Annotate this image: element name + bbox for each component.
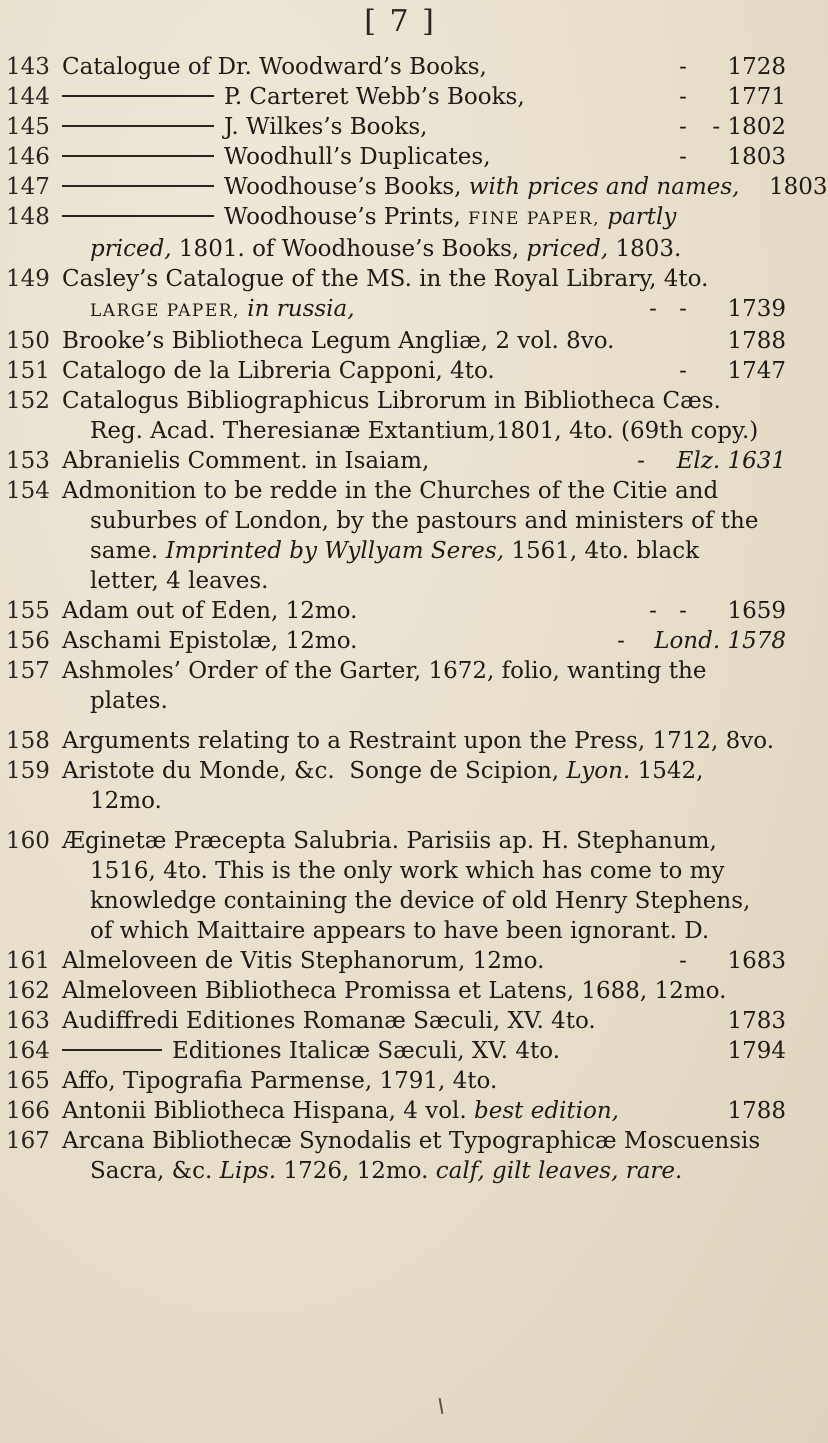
entry-152 xyxy=(0,386,800,446)
entry-146 xyxy=(0,142,800,172)
ditto-rule xyxy=(62,155,214,157)
entry-dash: - xyxy=(679,114,687,140)
entry-157 xyxy=(0,656,800,716)
entry-number: 148 xyxy=(6,204,50,230)
entry-154 xyxy=(0,476,800,596)
entry-continuation: of which Maittaire appears to have been ignorant. D. xyxy=(90,918,710,944)
entry-161 xyxy=(0,946,800,976)
entry-place: Lips. xyxy=(219,1158,277,1184)
entry-dash: - xyxy=(679,598,687,624)
entry-163 xyxy=(0,1006,800,1036)
entry-title: Catalogue of Dr. Woodward’s Books, xyxy=(62,54,487,80)
entry-continuation: letter, 4 leaves. xyxy=(90,568,269,594)
entry-title: Æginetæ Præcepta Salubria. Parisiis ap. H. Stephanum, xyxy=(62,828,717,854)
entry-165 xyxy=(0,1066,800,1096)
entry-year: 1739 xyxy=(727,296,786,322)
entry-continuation: Reg. Acad. Theresianæ Extantium,1801, 4to. (69th copy.) xyxy=(90,418,759,444)
entry-dash: - xyxy=(679,54,687,80)
ditto-rule xyxy=(62,125,214,127)
entry-dash: - xyxy=(637,448,645,474)
entry-title: P. Carteret Webb’s Books, xyxy=(224,84,525,110)
catalogue-entries xyxy=(0,52,828,1186)
entry-number: 159 xyxy=(6,758,50,784)
entry-detail: 1801. of Woodhouse’s Books, xyxy=(178,236,520,262)
entry-number: 155 xyxy=(6,598,50,624)
entry-number: 156 xyxy=(6,628,50,654)
entry-number: 146 xyxy=(6,144,50,170)
entry-note: with prices and names, xyxy=(468,174,740,200)
entry-148 xyxy=(0,202,800,264)
entry-number: 152 xyxy=(6,388,50,414)
entry-dash: - xyxy=(679,296,687,322)
entry-year: 1803 xyxy=(727,144,786,170)
entry-164 xyxy=(0,1036,800,1066)
entry-note: best edition, xyxy=(474,1098,619,1124)
entry-note: in russia, xyxy=(247,296,355,322)
entry-continuation: 12mo. xyxy=(90,788,162,814)
entry-paper: FINE PAPER, xyxy=(468,209,601,229)
entry-title: J. Wilkes’s Books, xyxy=(224,114,428,140)
entry-detail: 1561, 4to. black xyxy=(511,538,700,564)
entry-dash: - xyxy=(679,84,687,110)
entry-dash: - xyxy=(617,628,625,654)
entry-year: 1542, xyxy=(637,758,704,784)
entry-year: 1803 xyxy=(768,174,828,200)
entry-note: priced, xyxy=(90,236,172,262)
entry-year: - 1802 xyxy=(712,114,786,140)
entry-title: Woodhouse’s Books, xyxy=(224,174,462,200)
entry-number: 160 xyxy=(6,828,50,854)
entry-year: 1788 xyxy=(727,1098,786,1124)
entry-note: priced, xyxy=(526,236,609,262)
entry-title: Woodhouse’s Prints, xyxy=(224,204,461,230)
entry-number: 167 xyxy=(6,1128,50,1154)
entry-year: 1794 xyxy=(727,1038,786,1064)
entry-dash: - xyxy=(679,358,687,384)
entry-145 xyxy=(0,112,800,142)
entry-number: 147 xyxy=(6,174,50,200)
entry-year: 1747 xyxy=(727,358,786,384)
entry-continuation: knowledge containing the device of old Henry Stephens, xyxy=(90,888,751,914)
ditto-rule xyxy=(62,1049,162,1051)
entry-note: partly xyxy=(607,204,677,230)
entry-year: 1683 xyxy=(727,948,786,974)
entry-title-b: Songe de Scipion, xyxy=(349,758,560,784)
entry-dash: - xyxy=(679,948,687,974)
entry-continuation: suburbes of London, by the pastours and ministers of the xyxy=(90,508,759,534)
entry-title: Admonition to be redde in the Churches of the Citie and xyxy=(62,478,719,504)
entry-dash: - xyxy=(679,144,687,170)
entry-144 xyxy=(0,82,800,112)
entry-title: Brooke’s Bibliotheca Legum Angliæ, 2 vol. 8vo. xyxy=(62,328,615,354)
entry-title: Woodhull’s Duplicates, xyxy=(224,144,491,170)
entry-year: Elz. 1631 xyxy=(676,448,786,474)
spacer xyxy=(0,716,800,726)
entry-149 xyxy=(0,264,800,326)
entry-number: 158 xyxy=(6,728,50,754)
entry-158 xyxy=(0,726,800,756)
entry-title: Adam out of Eden, 12mo. xyxy=(62,598,358,624)
entry-title: Ashmoles’ Order of the Garter, 1672, folio, wanting the xyxy=(62,658,707,684)
entry-number: 162 xyxy=(6,978,50,1004)
entry-162 xyxy=(0,976,800,1006)
entry-number: 166 xyxy=(6,1098,50,1124)
entry-continuation: 1516, 4to. This is the only work which has come to my xyxy=(90,858,725,884)
entry-166 xyxy=(0,1096,800,1126)
entry-number: 143 xyxy=(6,54,50,80)
ink-mark xyxy=(439,1398,444,1414)
entry-year: 1783 xyxy=(727,1008,786,1034)
entry-147 xyxy=(0,172,828,202)
spacer xyxy=(0,816,800,826)
entry-title: Casley’s Catalogue of the MS. in the Royal Library, 4to. xyxy=(62,266,709,292)
entry-title: Almeloveen de Vitis Stephanorum, 12mo. xyxy=(62,948,545,974)
entry-155 xyxy=(0,596,800,626)
entry-143 xyxy=(0,52,800,82)
entry-place: Lyon. xyxy=(566,758,631,784)
entry-continuation: plates. xyxy=(90,688,168,714)
entry-number: 165 xyxy=(6,1068,50,1094)
entry-title: Arcana Bibliothecæ Synodalis et Typographicæ Moscuensis xyxy=(62,1128,761,1154)
entry-number: 153 xyxy=(6,448,50,474)
entry-167 xyxy=(0,1126,800,1186)
entry-title: Editiones Italicæ Sæculi, XV. 4to. xyxy=(172,1038,561,1064)
entry-number: 149 xyxy=(6,266,50,292)
entry-year: 1788 xyxy=(727,328,786,354)
entry-number: 145 xyxy=(6,114,50,140)
entry-160 xyxy=(0,826,800,946)
entry-dash: - xyxy=(649,598,657,624)
entry-year: 1659 xyxy=(727,598,786,624)
entry-number: 164 xyxy=(6,1038,50,1064)
entry-number: 163 xyxy=(6,1008,50,1034)
entry-detail: same. xyxy=(90,538,159,564)
ditto-rule xyxy=(62,95,214,97)
entry-year: Lond. 1578 xyxy=(654,628,786,654)
entry-note: calf, gilt leaves, rare. xyxy=(435,1158,683,1184)
entry-title: Catalogus Bibliographicus Librorum in Bibliotheca Cæs. xyxy=(62,388,721,414)
entry-title: Audiffredi Editiones Romanæ Sæculi, XV. 4to. xyxy=(62,1008,596,1034)
entry-detail: Sacra, &c. xyxy=(90,1158,213,1184)
entry-title: Arguments relating to a Restraint upon the Press, 1712, 8vo. xyxy=(62,728,775,754)
ditto-rule xyxy=(62,185,214,187)
entry-number: 154 xyxy=(6,478,50,504)
entry-151 xyxy=(0,356,800,386)
entry-title: Affo, Tipografia Parmense, 1791, 4to. xyxy=(62,1068,498,1094)
entry-title: Catalogo de la Libreria Capponi, 4to. xyxy=(62,358,495,384)
entry-number: 144 xyxy=(6,84,50,110)
entry-imprint: Imprinted by Wyllyam Seres, xyxy=(165,538,505,564)
entry-year: 1771 xyxy=(727,84,786,110)
entry-title: Abranielis Comment. in Isaiam, xyxy=(62,448,430,474)
entry-year: 1728 xyxy=(727,54,786,80)
entry-title: Antonii Bibliotheca Hispana, 4 vol. xyxy=(62,1098,467,1124)
entry-number: 157 xyxy=(6,658,50,684)
entry-title: Aristote du Monde, &c. xyxy=(62,758,335,784)
entry-number: 161 xyxy=(6,948,50,974)
entry-title: Almeloveen Bibliotheca Promissa et Latens, 1688, 12mo. xyxy=(62,978,727,1004)
entry-dash: - xyxy=(649,296,657,322)
entry-number: 151 xyxy=(6,358,50,384)
entry-number: 150 xyxy=(6,328,50,354)
entry-150 xyxy=(0,326,800,356)
entry-159 xyxy=(0,756,800,816)
entry-156 xyxy=(0,626,800,656)
entry-title: Aschami Epistolæ, 12mo. xyxy=(62,628,358,654)
entry-year: 1803. xyxy=(615,236,682,262)
page-number: [ 7 ] xyxy=(364,4,436,39)
entry-detail: 1726, 12mo. xyxy=(283,1158,429,1184)
entry-153 xyxy=(0,446,800,476)
entry-paper: LARGE PAPER, xyxy=(90,301,240,321)
ditto-rule xyxy=(62,215,214,217)
